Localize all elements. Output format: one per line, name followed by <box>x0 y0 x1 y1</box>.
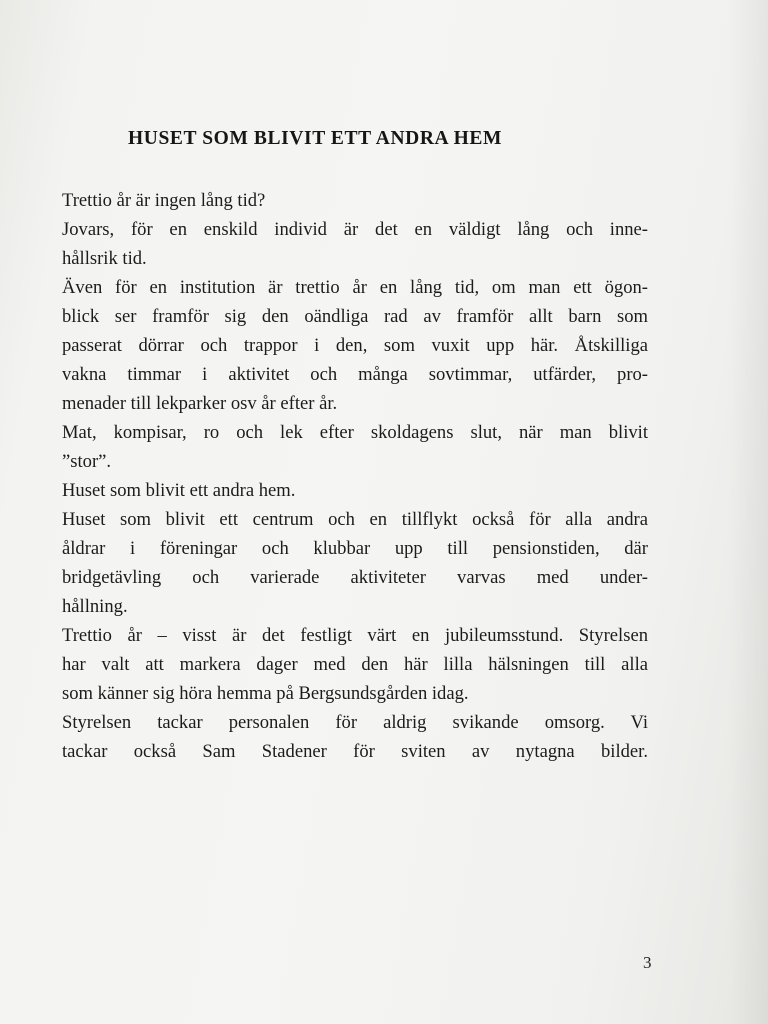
text-line: Styrelsen tackar personalen för aldrig svikande omsorg. Vi <box>62 712 648 733</box>
text-line: bridgetävling och varierade aktiviteter varvas med under- <box>62 567 648 588</box>
text-line: åldrar i föreningar och klubbar upp till pensionstiden, där <box>62 538 648 559</box>
page-title: HUSET SOM BLIVIT ETT ANDRA HEM <box>128 128 502 149</box>
body-text <box>62 186 648 766</box>
text-line: menader till lekparker osv år efter år. <box>62 393 338 414</box>
text-line: passerat dörrar och trappor i den, som vuxit upp här. Åtskilliga <box>62 335 648 356</box>
page-number: 3 <box>643 953 652 972</box>
page-edge-shadow <box>728 0 768 1024</box>
text-line: Trettio år – visst är det festligt värt en jubileumsstund. Styrelsen <box>62 625 648 646</box>
text-line: vakna timmar i aktivitet och många sovtimmar, utfärder, pro- <box>62 364 648 385</box>
text-line: tackar också Sam Stadener för sviten av nytagna bilder. <box>62 741 648 762</box>
text-line: har valt att markera dager med den här lilla hälsningen till alla <box>62 654 648 675</box>
text-line: ”stor”. <box>62 451 112 472</box>
text-line: Huset som blivit ett centrum och en tillflykt också för alla andra <box>62 509 648 530</box>
text-line: hållsrik tid. <box>62 248 147 269</box>
text-line: Även för en institution är trettio år en lång tid, om man ett ögon- <box>62 277 648 298</box>
text-line: Mat, kompisar, ro och lek efter skoldagens slut, när man blivit <box>62 422 648 443</box>
text-line: som känner sig höra hemma på Bergsundsgården idag. <box>62 683 469 704</box>
text-line: blick ser framför sig den oändliga rad av framför allt barn som <box>62 306 648 327</box>
text-line: Trettio år är ingen lång tid? <box>62 190 266 211</box>
text-line: Huset som blivit ett andra hem. <box>62 480 296 501</box>
text-line: Jovars, för en enskild individ är det en väldigt lång och inne- <box>62 219 648 240</box>
text-line: hållning. <box>62 596 128 617</box>
